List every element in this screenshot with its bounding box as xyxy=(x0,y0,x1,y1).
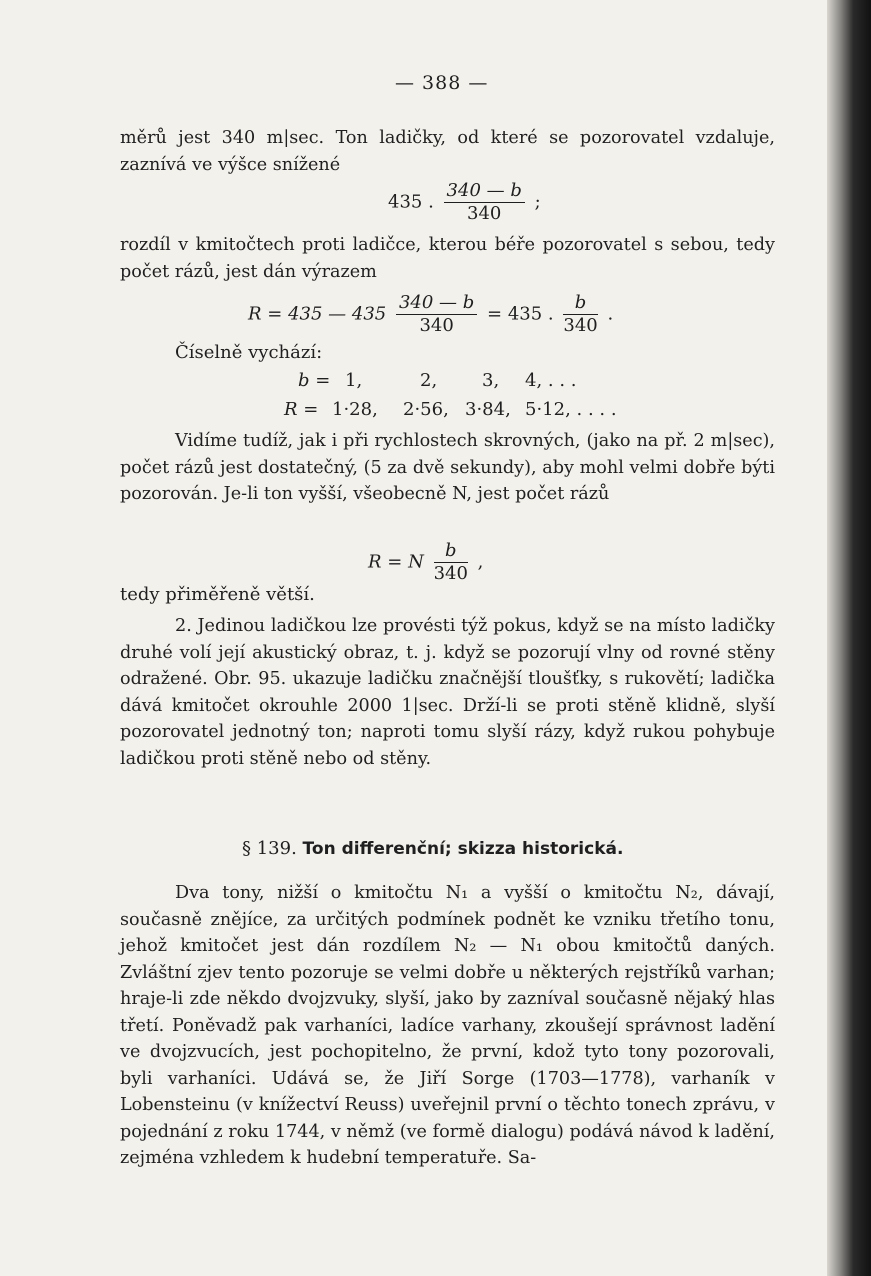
eq2-lead: R = 435 — 435 xyxy=(248,303,387,325)
section-heading xyxy=(242,836,623,863)
row-R-value: 2·56, xyxy=(403,399,449,420)
equation-2 xyxy=(248,292,613,337)
eq1-lead: 435 . xyxy=(388,191,434,213)
eq2-denominator-2: 340 xyxy=(563,315,598,336)
row-R-value: 3·84, xyxy=(465,399,511,420)
eq3-lead: R = N xyxy=(368,551,424,573)
row-b-value: 1, xyxy=(345,370,363,391)
eq2-numerator-1: 340 — b xyxy=(396,292,477,315)
row-b-label: b = xyxy=(298,370,331,391)
eq3-denominator: 340 xyxy=(433,563,468,584)
row-R-label: R = xyxy=(284,399,319,420)
eq2-fraction-1 xyxy=(396,292,477,337)
row-b-value: 3, xyxy=(482,370,500,391)
eq3-fraction xyxy=(434,540,468,585)
eq1-numerator: 340 — b xyxy=(444,180,525,203)
numerically-label: Číselně vychází: xyxy=(175,342,323,363)
row-b-value: 2, xyxy=(420,370,438,391)
eq2-tail: . xyxy=(607,303,614,325)
paragraph-6: Dva tony, nižší o kmitočtu N₁ a vyšší o kmitočtu N₂, dávají, současně znějíce, za určitých podmínek podnět ke vzniku třetího tonu, jehož kmitočet jest dán rozdílem N₂ — N₁ obou kmitočtů daných. Zvláštní zjev tento pozoruje se velmi dobře u některých rejstříků varhan; hraje-li zde někdo dvojzvuky, slyší, jako by zazníval současně nějaký hlas třetí. Poněvadž pak varhaníci, ladíce varhany, zkoušejí správnost ladění ve dvojzvucích, jest pochopitelno, že první, kdož tyto tony pozorovali, byli varhaníci. Udává se, že Jiří Sorge (1703—1778), varhaník v Lobensteinu (v knížectví Reuss) uveřejnil první o těchto tonech zprávu, v pojednání z roku 1744, v němž (ve formě dialogu) podává návod k ladění, zejména vzhledem k hudební temperatuře. Sa- xyxy=(120,883,775,1168)
row-b-value: 4, . . . xyxy=(525,370,577,391)
eq1-fraction xyxy=(444,180,525,225)
eq1-tail: ; xyxy=(534,191,541,213)
paragraph-2: rozdíl v kmitočtech proti ladičce, kterou béře pozorovatel s sebou, tedy počet rázů, jest dán výrazem xyxy=(120,235,775,282)
eq2-fraction-2 xyxy=(563,292,597,337)
eq2-numerator-2: b xyxy=(563,292,597,315)
book-binding-edge xyxy=(827,0,871,1276)
row-R-value: 1·28, xyxy=(332,399,378,420)
section-mark: § 139. xyxy=(242,838,297,859)
equation-3 xyxy=(368,540,483,585)
equation-1 xyxy=(388,180,541,225)
row-R-value: 5·12, . . . . xyxy=(525,399,617,420)
paragraph-4: tedy přiměřeně větší. xyxy=(120,584,315,605)
eq1-denominator: 340 xyxy=(467,203,502,224)
section-title: Ton differenční; skizza historická. xyxy=(302,839,624,859)
paragraph-1: měrů jest 340 m|sec. Ton ladičky, od které se pozorovatel vzdaluje, zaznívá ve výšce snížené xyxy=(120,128,775,175)
paragraph-3: Vidíme tudíž, jak i při rychlostech skrovných, (jako na př. 2 m|sec), počet rázů jest dostatečný, (5 za dvě sekundy), aby mohl velmi dobře býti pozorován. Je-li ton vyšší, všeobecně N, jest počet rázů xyxy=(120,431,775,504)
page-number: — 388 — xyxy=(395,72,489,94)
eq3-numerator: b xyxy=(434,540,468,563)
eq2-middle: = 435 . xyxy=(487,303,554,325)
paragraph-5: 2. Jedinou ladičkou lze provésti týž pokus, když se na místo ladičky druhé volí její akustický obraz, t. j. když se pozorují vlny od rovné stěny odražené. Obr. 95. ukazuje ladičku značnější tloušťky, s rukovětí; ladička dává kmitočet okrouhle 2000 1|sec. Drží-li se proti stěně klidně, slyší pozorovatel jednotný ton; naproti tomu slyší rázy, když rukou pohybuje ladičkou proti stěně nebo od stěny. xyxy=(120,616,775,769)
eq2-denominator-1: 340 xyxy=(419,315,454,336)
eq3-tail: , xyxy=(477,551,484,573)
